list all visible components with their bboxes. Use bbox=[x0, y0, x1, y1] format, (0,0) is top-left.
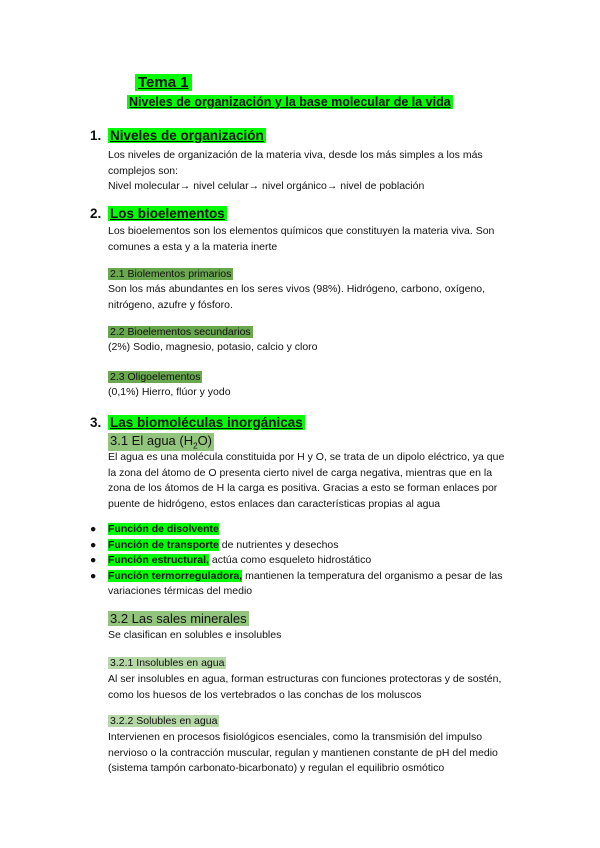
text-line: nervioso o la contracción muscular, regulan y mantienen constante de pH del medio bbox=[108, 746, 498, 759]
functions-list bbox=[90, 522, 530, 600]
section-number: 3. bbox=[90, 415, 102, 430]
list-item: ● Función de disolvente bbox=[90, 522, 530, 538]
subsection-3-2-2-title: 3.2.2 Solubles en agua bbox=[110, 715, 218, 727]
section-2-heading bbox=[90, 206, 227, 221]
section-2-paragraph bbox=[108, 224, 513, 255]
text-line: (sistema tampón carbonato-bicarbonato) y regulan el equilibrio osmótico bbox=[108, 762, 445, 774]
subsection-3-1-paragraph bbox=[108, 450, 513, 512]
bullet-icon: ● bbox=[90, 569, 97, 582]
subsection-2-1-paragraph bbox=[108, 282, 513, 313]
section-number: 1. bbox=[90, 128, 102, 143]
text-line: Los bioelementos son los elementos químicos que constituyen la materia viva. Son bbox=[108, 225, 495, 237]
text-line: la zona del átomo de O presenta cierto nivel de carga negativa, mientras que en la bbox=[108, 466, 493, 479]
section-1-heading bbox=[90, 128, 266, 143]
text-line: zona de los átomos de H la carga es positiva. Gracias a esto se forman enlaces por bbox=[108, 482, 498, 494]
text-line: Los niveles de organización de la materia viva, desde los más simples a los más bbox=[108, 149, 483, 161]
list-item: ● Función de transporte de nutrientes y desechos bbox=[90, 538, 530, 554]
bullet-icon: ● bbox=[90, 523, 97, 535]
text-line: Se clasifican en solubles e insolubles bbox=[108, 629, 282, 641]
text-line: (2%) Sodio, magnesio, potasio, calcio y cloro bbox=[108, 341, 318, 353]
text-line: (0,1%) Hierro, flúor y yodo bbox=[108, 386, 231, 398]
text-line: comunes a esta y a la materia inerte bbox=[108, 240, 278, 253]
subsection-2-1-title: 2.1 Biolementos primarios bbox=[110, 268, 232, 280]
section-title: Las biomoléculas inorgánicas bbox=[110, 415, 303, 430]
subsection-2-2-title: 2.2 Bioelementos secundarios bbox=[110, 326, 251, 338]
subsection-3-2-title: 3.2 Las sales minerales bbox=[110, 611, 247, 626]
section-number: 2. bbox=[90, 206, 102, 221]
text-line: Intervienen en procesos fisiológicos esenciales, como la transmisión del impulso bbox=[108, 731, 483, 743]
tema-title: Tema 1 bbox=[135, 74, 192, 91]
text-line: Son los más abundantes en los seres vivos (98%). Hidrógeno, carbono, oxígeno, bbox=[108, 283, 486, 295]
text-line: El agua es una molécula constituida por H y O, se trata de un dipolo eléctrico, ya que bbox=[108, 451, 505, 463]
subsection-2-3-title: 2.3 Oligoelementos bbox=[110, 371, 201, 383]
text-line: como los huesos de los vertebrados o las conchas de los moluscos bbox=[108, 688, 422, 701]
list-item: ● Función termorreguladora, mantienen la temperatura del organismo a pesar de las variaciones térmicas del medio bbox=[90, 569, 503, 597]
subsection-3-2-2-paragraph bbox=[108, 730, 513, 777]
section-title: Los bioelementos bbox=[110, 206, 225, 221]
bullet-icon: ● bbox=[90, 538, 97, 551]
section-3-heading bbox=[90, 415, 305, 430]
subsection-3-2-paragraph bbox=[108, 628, 513, 644]
text-line: Al ser insolubles en agua, forman estructuras con funciones protectoras y de sostén, bbox=[108, 673, 502, 685]
section-title: Niveles de organización bbox=[110, 128, 264, 143]
text-line: puente de hidrógeno, estos enlaces dan características propias al agua bbox=[108, 497, 441, 510]
text-line: Nivel molecular→ nivel celular→ nivel orgánico→ nivel de población bbox=[108, 180, 425, 192]
subsection-2-3-paragraph bbox=[108, 385, 513, 401]
section-1-paragraph bbox=[108, 148, 513, 195]
subsection-2-2-paragraph bbox=[108, 340, 513, 356]
document-subtitle: Niveles de organización y la base molecular de la vida bbox=[129, 95, 451, 109]
text-line: complejos son: bbox=[108, 164, 179, 177]
list-item: ● Función estructural, actúa como esqueleto hidrostático bbox=[90, 553, 530, 569]
text-line: nitrógeno, azufre y fósforo. bbox=[108, 298, 233, 311]
subsection-3-1-title: 3.1 El agua $(H_2O)$ bbox=[110, 433, 213, 451]
bullet-icon: ● bbox=[90, 554, 97, 566]
subsection-3-2-1-title: 3.2.1 Insolubles en agua bbox=[110, 657, 225, 669]
subsection-3-2-1-paragraph bbox=[108, 672, 513, 703]
